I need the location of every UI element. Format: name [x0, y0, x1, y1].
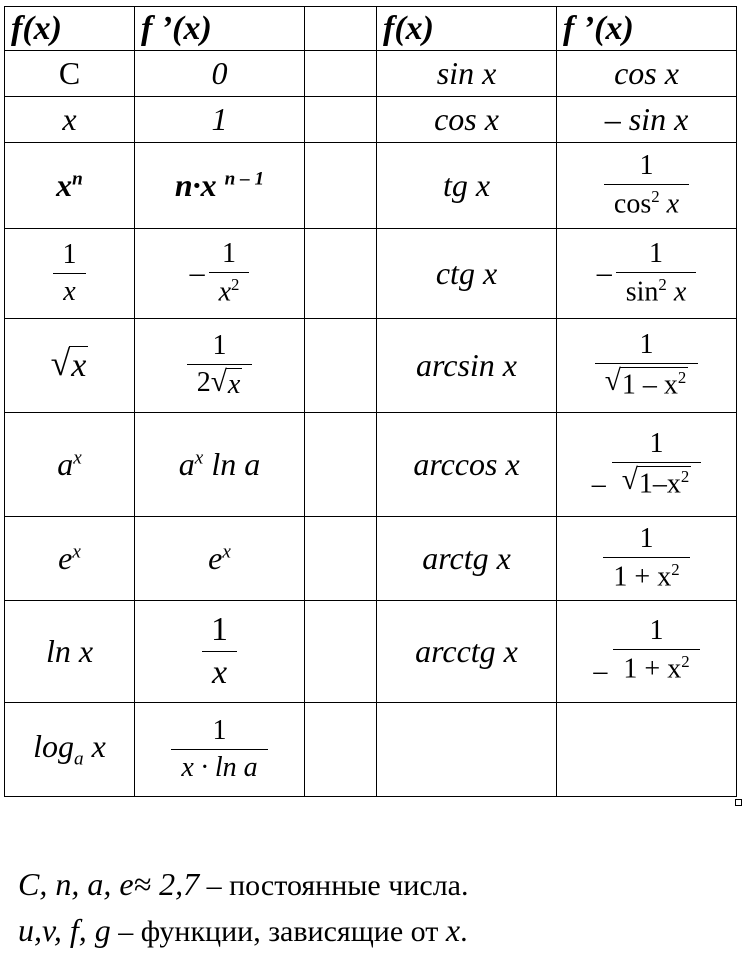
f-exp: n — [72, 168, 83, 190]
dg-num: 1 — [639, 329, 654, 361]
dg-fraction — [603, 523, 689, 593]
note-functions-x: x — [445, 912, 461, 948]
table-row — [5, 413, 737, 517]
df-exp: n – 1 — [224, 168, 265, 190]
header-f-2: f(x) — [377, 7, 557, 51]
df-den-exp: 2 — [231, 275, 240, 295]
header-df: f ’(x) — [135, 7, 305, 51]
dg-cell — [557, 319, 737, 413]
f-cell: ln x — [5, 601, 135, 703]
dg-cell — [557, 413, 737, 517]
f-base: x — [56, 167, 73, 203]
g-cell: arcsin x — [377, 319, 557, 413]
g-cell: cos x — [377, 97, 557, 143]
f-sqrt — [50, 343, 89, 385]
df-exp: x — [222, 541, 231, 563]
dg-fraction — [613, 615, 699, 685]
dg-den — [613, 649, 699, 685]
df-num: 1 — [212, 330, 227, 361]
f-exp: x — [72, 541, 81, 563]
dg-rad-text: 1–x — [638, 468, 681, 500]
dg-cell — [557, 517, 737, 601]
f-text: C — [58, 55, 81, 91]
df-num: 1 — [212, 715, 227, 746]
note-functions-text: – функции, зависящие от — [110, 915, 446, 948]
g-cell: tg x — [377, 143, 557, 229]
note-constants-text: – постоянные числа. — [199, 869, 469, 902]
f-log-base: a — [74, 748, 84, 770]
gap-cell — [305, 97, 377, 143]
dg-den — [603, 557, 689, 593]
gap-cell — [305, 601, 377, 703]
notes — [18, 862, 469, 954]
dg-num: 1 — [648, 238, 663, 270]
dg-den-text: 1 + x — [623, 653, 682, 685]
dg-num: 1 — [639, 523, 654, 555]
radical-sign-icon: √ — [604, 365, 621, 398]
table-row — [5, 229, 737, 319]
table-row — [5, 143, 737, 229]
f-cell: x — [5, 97, 135, 143]
dg-den — [604, 184, 689, 220]
f-log-arg: x — [91, 728, 106, 765]
dg-den-sqrt — [621, 463, 692, 500]
df-cell — [135, 143, 305, 229]
f-cell — [5, 413, 135, 517]
gap-cell — [305, 413, 377, 517]
g-cell: sin x — [377, 51, 557, 97]
dg-den-text: 1 + x — [613, 561, 672, 593]
df-cell — [135, 601, 305, 703]
df-fraction — [201, 611, 238, 692]
dg-den — [595, 363, 699, 401]
dg-den-var: x — [666, 188, 680, 220]
f-radicand: x — [71, 347, 87, 384]
dg-cell — [557, 601, 737, 703]
dg-den-radicand — [637, 466, 691, 500]
f-log: log — [33, 728, 75, 765]
table-row — [5, 51, 737, 97]
df-cell — [135, 229, 305, 319]
radical-sign-icon: √ — [621, 463, 638, 496]
g-cell: arccos x — [377, 413, 557, 517]
df-base: a — [178, 446, 195, 482]
df-fraction — [187, 330, 253, 401]
gap-cell — [305, 319, 377, 413]
dg-den-sqrt — [605, 367, 689, 401]
f-base: e — [58, 540, 73, 576]
df-num: 1 — [211, 611, 228, 648]
df-den — [187, 364, 253, 401]
df-cell — [135, 703, 305, 797]
dg-cell — [557, 143, 737, 229]
df-tail: ln a — [211, 446, 261, 482]
dg-sign: – — [591, 469, 606, 501]
f-cell — [5, 517, 135, 601]
dg-rad-text: 1 – x — [621, 369, 678, 401]
dg-den — [616, 272, 697, 308]
g-cell — [377, 703, 557, 797]
f-fraction — [53, 239, 87, 308]
dg-num: 1 — [639, 150, 654, 182]
gap-cell — [305, 517, 377, 601]
header-df-2: f ’(x) — [557, 7, 737, 51]
f-cell — [5, 51, 135, 97]
gap-cell — [305, 703, 377, 797]
df-cell: 0 — [135, 51, 305, 97]
table-row — [5, 97, 737, 143]
df-base: n·x — [174, 167, 217, 203]
df-num: 1 — [221, 238, 236, 270]
radical-sign-icon: √ — [210, 366, 227, 398]
dg-den-exp: 2 — [658, 275, 667, 295]
dg-sign: – — [596, 256, 612, 290]
df-den-radicand: x — [227, 369, 241, 400]
f-cell — [5, 703, 135, 797]
dg-den-fn: cos — [613, 188, 652, 220]
header-gap — [305, 7, 377, 51]
dg-fraction — [612, 428, 702, 500]
dg-rad-exp: 2 — [677, 368, 687, 388]
note-functions-end: . — [460, 915, 468, 948]
dg-fraction — [604, 150, 689, 220]
table-row — [5, 703, 737, 797]
df-den-sqrt — [211, 368, 243, 401]
header-f: f(x) — [5, 7, 135, 51]
dg-den-exp: 2 — [671, 560, 680, 580]
note-constants — [18, 862, 469, 908]
df-den: x · ln a — [171, 749, 267, 784]
dg-den-fn: sin — [625, 276, 659, 308]
note-constants-vars: C, n, a, e≈ 2,7 — [18, 866, 200, 902]
dg-cell: cos x — [557, 51, 737, 97]
dg-den-exp: 2 — [681, 652, 690, 672]
dg-num: 1 — [649, 427, 664, 459]
df-cell — [135, 517, 305, 601]
df-base: e — [208, 540, 223, 576]
dg-num: 1 — [649, 615, 664, 647]
f-base: a — [57, 446, 74, 482]
df-fraction — [171, 715, 267, 784]
table-row — [5, 319, 737, 413]
table-resize-handle[interactable] — [735, 799, 742, 806]
df-fraction — [209, 238, 250, 308]
df-den: x — [202, 651, 237, 692]
table-row — [5, 601, 737, 703]
g-cell: ctg x — [377, 229, 557, 319]
dg-cell — [557, 703, 737, 797]
derivatives-table — [4, 6, 737, 797]
dg-den-exp: 2 — [651, 187, 660, 207]
dg-cell — [557, 229, 737, 319]
df-sign: – — [189, 256, 205, 290]
f-num: 1 — [62, 239, 77, 270]
dg-rad-exp: 2 — [680, 466, 690, 486]
note-functions-vars: u,v, f, g — [18, 912, 111, 948]
gap-cell — [305, 51, 377, 97]
df-exp: x — [194, 447, 204, 469]
df-cell — [135, 413, 305, 517]
f-cell — [5, 143, 135, 229]
g-cell: arctg x — [377, 517, 557, 601]
f-den: x — [53, 273, 85, 308]
gap-cell — [305, 143, 377, 229]
note-functions — [18, 908, 469, 954]
dg-den — [612, 462, 702, 500]
dg-den-radicand — [620, 367, 688, 401]
f-exp: x — [73, 447, 82, 469]
df-cell: 1 — [135, 97, 305, 143]
table-row — [5, 517, 737, 601]
dg-sign: – — [593, 655, 608, 687]
df-den-var: x — [218, 276, 232, 308]
dg-den-var: x — [673, 276, 687, 308]
radical-sign-icon: √ — [50, 343, 71, 383]
gap-cell — [305, 229, 377, 319]
f-cell — [5, 319, 135, 413]
dg-fraction — [595, 329, 699, 401]
df-den — [209, 272, 250, 308]
df-den-coef: 2 — [196, 367, 211, 398]
header-row — [5, 7, 737, 51]
dg-cell: – sin x — [557, 97, 737, 143]
df-cell — [135, 319, 305, 413]
g-cell: arcctg x — [377, 601, 557, 703]
f-cell — [5, 229, 135, 319]
dg-fraction — [616, 238, 697, 308]
